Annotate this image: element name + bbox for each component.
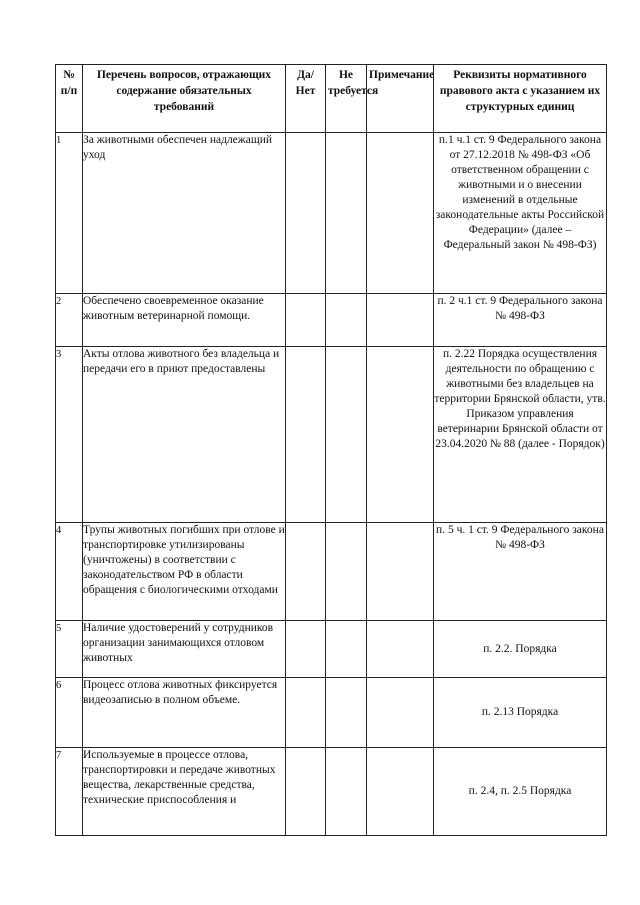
row-number: 6 [56, 678, 83, 748]
row-reference: п. 2.13 Порядка [434, 678, 607, 748]
table-row [56, 523, 607, 621]
table-row [56, 748, 607, 836]
row-question: Трупы животных погибших при отлове и транспортировке утилизированы (уничтожены) в соответствии с законодательством РФ в области обращения с биологическими отходами [83, 523, 286, 621]
note-cell[interactable] [367, 748, 434, 836]
yes-no-cell[interactable] [286, 678, 326, 748]
not-required-cell[interactable] [326, 347, 367, 523]
row-number: 4 [56, 523, 83, 621]
checklist-table [55, 64, 607, 836]
table-row [56, 621, 607, 678]
not-required-cell[interactable] [326, 523, 367, 621]
row-number: 1 [56, 133, 83, 294]
row-reference: п. 2.2. Порядка [434, 621, 607, 678]
row-number: 2 [56, 294, 83, 347]
note-cell[interactable] [367, 621, 434, 678]
row-reference: п. 2.4, п. 2.5 Порядка [434, 748, 607, 836]
row-question: Используемые в процессе отлова, транспортировки и передаче животных вещества, лекарственные средства, технические приспособления и [83, 748, 286, 836]
table-row [56, 347, 607, 523]
row-question: Обеспечено своевременное оказание животным ветеринарной помощи. [83, 294, 286, 347]
table-row [56, 678, 607, 748]
row-reference: п. 2 ч.1 ст. 9 Федерального закона № 498-ФЗ [434, 294, 607, 347]
yes-no-cell[interactable] [286, 133, 326, 294]
not-required-cell[interactable] [326, 621, 367, 678]
not-required-cell[interactable] [326, 678, 367, 748]
header-not-required: Не требуется [326, 65, 367, 133]
table-row [56, 133, 607, 294]
not-required-cell[interactable] [326, 294, 367, 347]
yes-no-cell[interactable] [286, 621, 326, 678]
note-cell[interactable] [367, 347, 434, 523]
row-reference: п. 5 ч. 1 ст. 9 Федерального закона № 498-ФЗ [434, 523, 607, 621]
header-note: Примечание [367, 65, 434, 133]
yes-no-cell[interactable] [286, 748, 326, 836]
row-number: 7 [56, 748, 83, 836]
header-yes-no: Да/ Нет [286, 65, 326, 133]
table-header-row [56, 65, 607, 133]
header-question: Перечень вопросов, отражающих содержание обязательных требований [83, 65, 286, 133]
note-cell[interactable] [367, 523, 434, 621]
note-cell[interactable] [367, 294, 434, 347]
header-num: № п/п [56, 65, 83, 133]
note-cell[interactable] [367, 678, 434, 748]
not-required-cell[interactable] [326, 748, 367, 836]
row-question: Процесс отлова животных фиксируется видеозаписью в полном объеме. [83, 678, 286, 748]
row-number: 5 [56, 621, 83, 678]
row-reference: п. 2.22 Порядка осуществления деятельности по обращению с животными без владельцев на территории Брянской области, утв. Приказом управления ветеринарии Брянской области от 23.04.2020 № 88 (далее - Порядок) [434, 347, 607, 523]
header-reference: Реквизиты нормативного правового акта с указанием их структурных единиц [434, 65, 607, 133]
yes-no-cell[interactable] [286, 523, 326, 621]
table-row [56, 294, 607, 347]
note-cell[interactable] [367, 133, 434, 294]
row-reference: п.1 ч.1 ст. 9 Федерального закона от 27.12.2018 № 498-ФЗ «Об ответственном обращении с животными и о внесении изменений в отдельные законодательные акты Российской Федерации» (далее – Федеральный закон № 498-ФЗ) [434, 133, 607, 294]
yes-no-cell[interactable] [286, 347, 326, 523]
yes-no-cell[interactable] [286, 294, 326, 347]
row-question: Акты отлова животного без владельца и передачи его в приют предоставлены [83, 347, 286, 523]
row-question: За животными обеспечен надлежащий уход [83, 133, 286, 294]
not-required-cell[interactable] [326, 133, 367, 294]
row-number: 3 [56, 347, 83, 523]
row-question: Наличие удостоверений у сотрудников организации занимающихся отловом животных [83, 621, 286, 678]
